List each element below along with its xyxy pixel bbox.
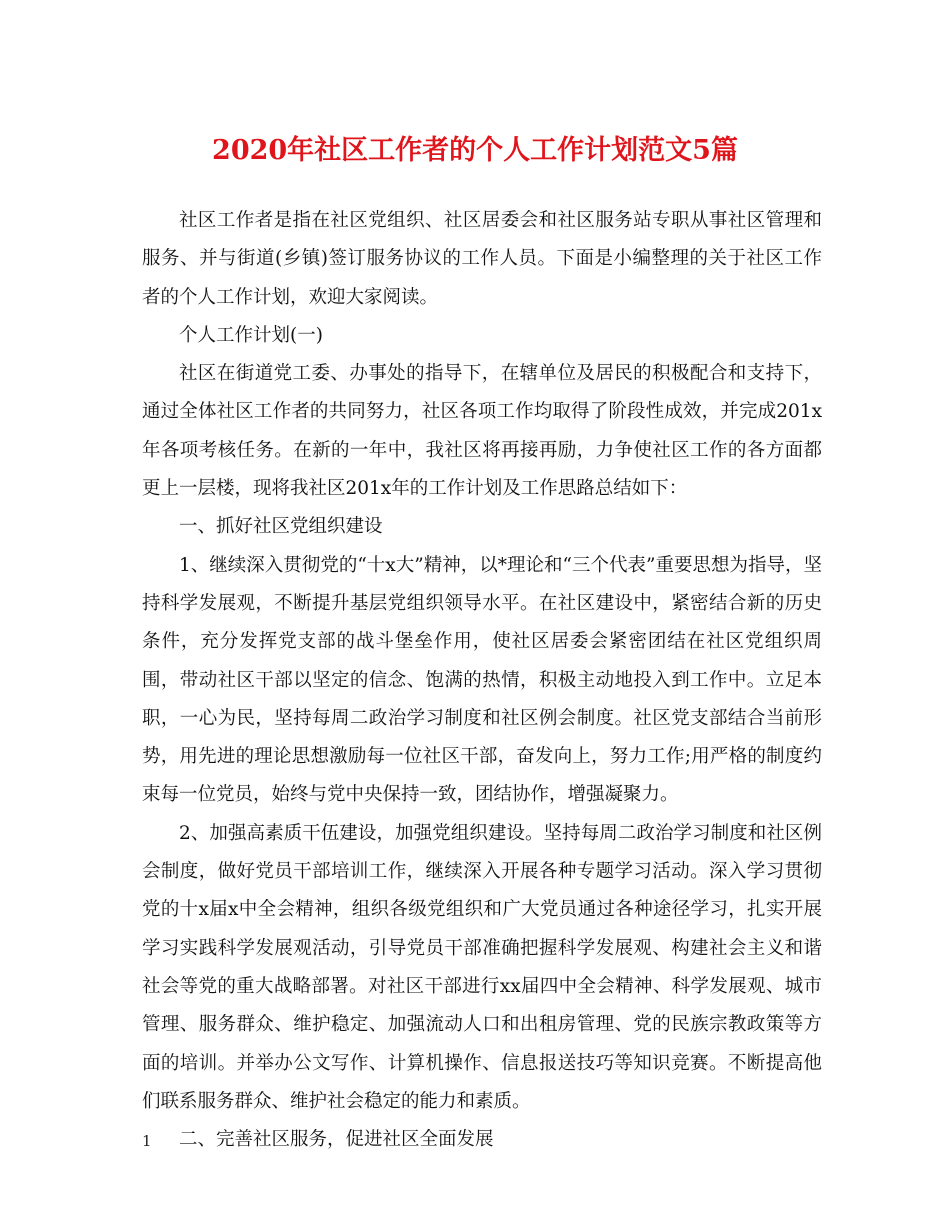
section-heading-party-building: 一、抓好社区党组织建设 (179, 516, 383, 538)
paragraph-item-2: 2、加强高素质干伍建设，加强党组织建设。坚持每周二政治学习制度和社区例会制度，做好党员干部培训工作，继续深入开展各种专题学习活动。深入学习贯彻党的十x届x中全会精神，组织各级党组织和广大党员通过各种途径学习，扎实开展学习实践科学发展观活动，引导党员干部准确把握科学发展观、构建社会主义和谐社会等党的重大战略部署。对社区干部进行xx届四中全会精神、科学发展观、城市管理、服务群众、维护稳定、加强流动人口和出租房管理、党的民族宗教政策等方面的培训。并举办公文写作、计算机操作、信息报送技巧等知识竞赛。不断提高他们联系服务群众、维护社会稳定的能力和素质。 (142, 822, 822, 1112)
document-body (142, 202, 822, 1159)
paragraph-intro: 社区工作者是指在社区党组织、社区居委会和社区服务站专职从事社区管理和服务、并与街道(乡镇)签订服务协议的工作人员。下面是小编整理的关于社区工作者的个人工作计划，欢迎大家阅读。 (142, 210, 822, 308)
section-heading-plan-one: 个人工作计划(一) (179, 324, 323, 346)
paragraph-item-1: 1、继续深入贯彻党的“十x大”精神，以*理论和“三个代表”重要思想为指导，坚持科学发展观，不断提升基层党组织领导水平。在社区建设中，紧密结合新的历史条件，充分发挥党支部的战斗堡垒作用，使社区居委会紧密团结在社区党组织周围，带动社区干部以坚定的信念、饱满的热情，积极主动地投入到工作中。立足本职，一心为民，坚持每周二政治学习制度和社区例会制度。社区党支部结合当前形势，用先进的理论思想激励每一位社区干部，奋发向上，努力工作;用严格的制度约束每一位党员，始终与党中央保持一致，团结协作，增强凝聚力。 (142, 554, 822, 806)
page-number: 1 (142, 1132, 152, 1150)
section-heading-community-service: 二、完善社区服务，促进社区全面发展 (179, 1129, 494, 1151)
paragraph-overview: 社区在街道党工委、办事处的指导下，在辖单位及居民的积极配合和支持下，通过全体社区工作者的共同努力，社区各项工作均取得了阶段性成效，并完成201x年各项考核任务。在新的一年中，我社区将再接再励，力争使社区工作的各方面都更上一层楼，现将我社区201x年的工作计划及工作思路总结如下： (142, 363, 822, 500)
page-title: 2020年社区工作者的个人工作计划范文5篇 (212, 135, 738, 166)
